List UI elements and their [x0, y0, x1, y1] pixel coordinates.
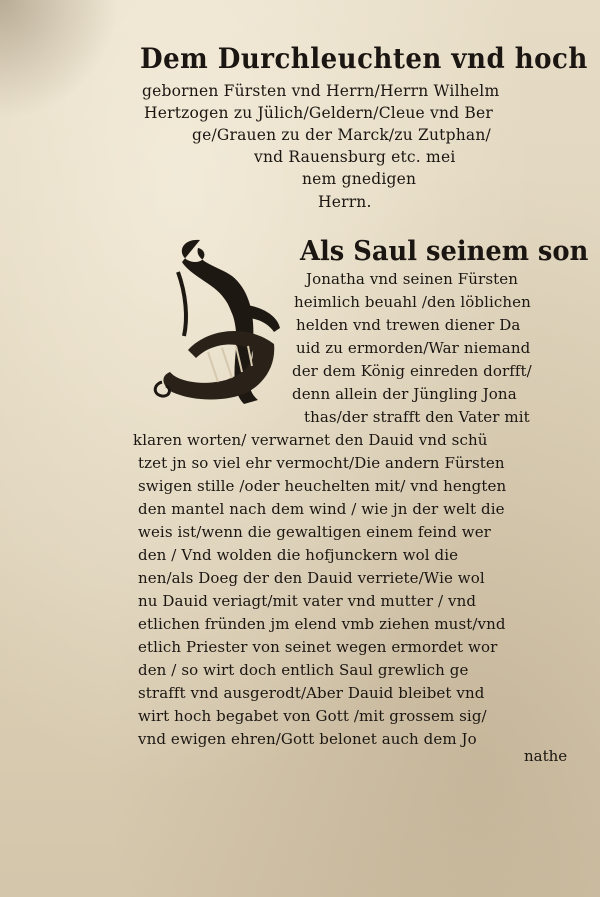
- body-line-10: swigen stille /oder heuchelten mit/ vnd hengten: [138, 477, 507, 495]
- body-line-3: helden vnd trewen diener Da: [296, 316, 521, 334]
- body-line-2: heimlich beuahl /den löblichen: [294, 293, 531, 311]
- heading-line-5: nem gnedigen: [302, 170, 417, 188]
- body-line-9: tzet jn so viel ehr vermocht/Die andern Fürsten: [138, 454, 505, 472]
- body-line-17: etlich Priester von seinet wegen ermordet wor: [138, 638, 498, 656]
- body-line-11: den mantel nach dem wind / wie jn der welt die: [138, 500, 505, 518]
- body-line-19: strafft vnd ausgerodt/Aber Dauid bleibet vnd: [138, 684, 485, 702]
- heading-line-6: Herrn.: [318, 193, 372, 211]
- body-line-8: klaren worten/ verwarnet den Dauid vnd schü: [133, 431, 488, 449]
- body-line-15: nu Dauid veriagt/mit vater vnd mutter / vnd: [138, 592, 477, 610]
- heading-line-3: ge/Grauen zu der Marck/zu Zutphan/: [192, 126, 491, 144]
- body-line-1: Jonatha vnd seinen Fürsten: [306, 270, 518, 288]
- body-line-5: der dem König einreden dorfft/: [292, 362, 532, 380]
- body-line-20: wirt hoch begabet von Gott /mit grossem sig/: [138, 707, 487, 725]
- heading-title: Dem Durchleuchten vnd hoch: [140, 42, 588, 75]
- body-line-14: nen/als Doeg der den Dauid verriete/Wie wol: [138, 569, 485, 587]
- body-line-21: vnd ewigen ehren/Gott belonet auch dem Jo: [138, 730, 477, 748]
- body-first-words: Als Saul seinem son: [300, 236, 589, 267]
- heading-line-4: vnd Rauensburg etc. mei: [254, 148, 456, 166]
- body-line-18: den / so wirt doch entlich Saul grewlich ge: [138, 661, 469, 679]
- body-line-12: weis ist/wenn die gewaltigen einem feind wer: [138, 523, 491, 541]
- body-line-13: den / Vnd wolden die hofjunckern wol die: [138, 546, 459, 564]
- body-line-7: thas/der strafft den Vater mit: [304, 408, 530, 426]
- body-catchword: nathe: [524, 747, 568, 765]
- body-line-4: uid zu ermorden/War niemand: [296, 339, 531, 357]
- body-line-6: denn allein der Jüngling Jona: [292, 385, 517, 403]
- page-corner-stain: [0, 0, 120, 120]
- body-line-16: etlichen fründen jm elend vmb ziehen must/vnd: [138, 615, 506, 633]
- decorated-initial-letter-icon: [148, 232, 288, 412]
- heading-line-2: Hertzogen zu Jülich/Geldern/Cleue vnd Ber: [144, 104, 493, 122]
- heading-line-1: gebornen Fürsten vnd Herrn/Herrn Wilhelm: [142, 82, 500, 100]
